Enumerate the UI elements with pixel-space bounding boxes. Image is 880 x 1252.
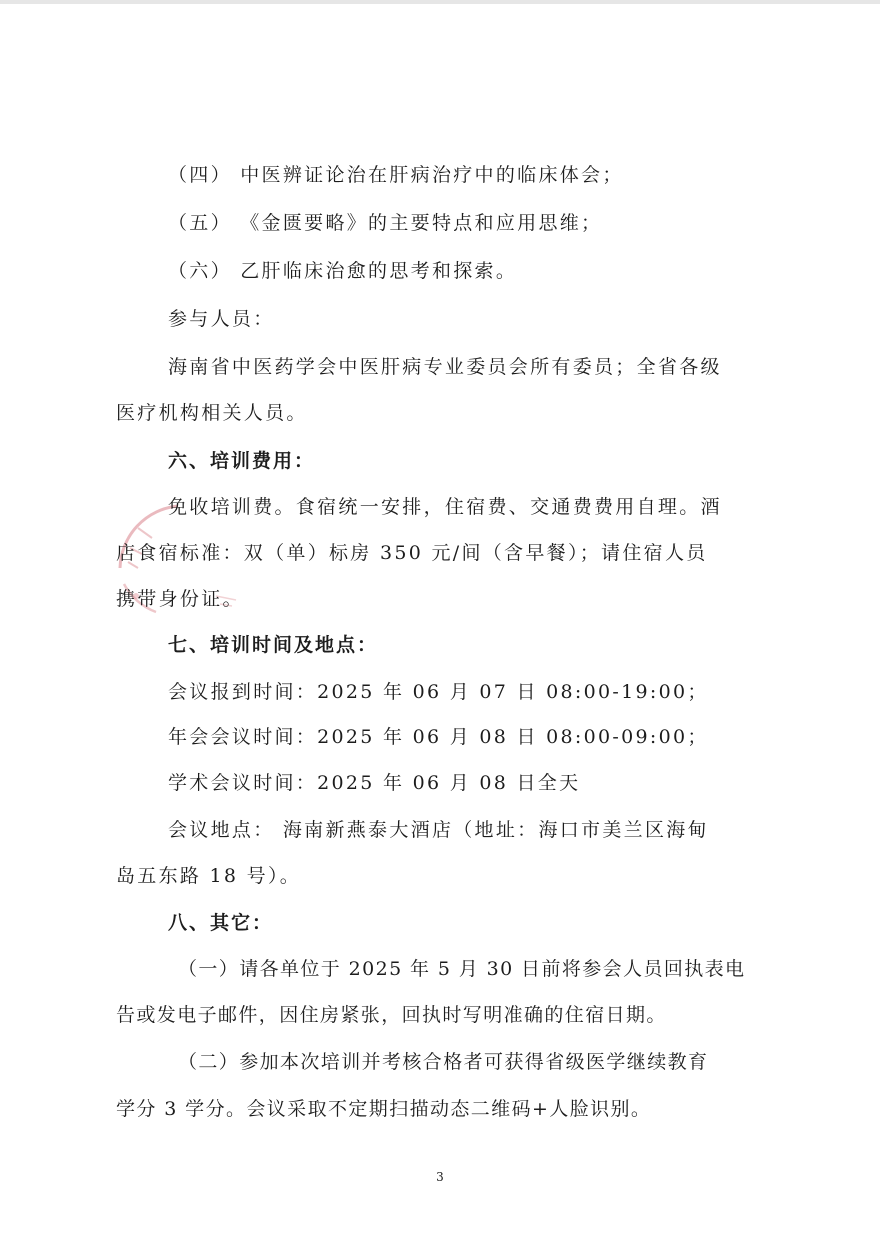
annual-meeting-time: 年会会议时间：2025 年 06 月 08 日 08:00-09:00； [168, 726, 709, 748]
page-number: 3 [436, 1170, 444, 1184]
venue-text-line2: 岛五东路 18 号）。 [116, 865, 302, 887]
other-item-2-line1: （二）参加本次培训并考核合格者可获得省级医学继续教育 [178, 1051, 709, 1073]
participants-text-line1: 海南省中医药学会中医肝病专业委员会所有委员；全省各级 [168, 356, 722, 378]
section-six-heading: 六、培训费用： [168, 450, 316, 472]
other-item-1-line2: 告或发电子邮件，因住房紧张，回执时写明准确的住宿日期。 [116, 1004, 667, 1026]
agenda-item-4: （四） 中医辨证论治在肝病治疗中的临床体会； [168, 164, 624, 186]
fee-text-line2: 店食宿标准：双（单）标房 350 元/间（含早餐）；请住宿人员 [116, 542, 708, 564]
participants-label: 参与人员： [168, 308, 275, 330]
fee-text-line1: 免收培训费。食宿统一安排，住宿费、交通费费用自理。酒 [168, 496, 722, 518]
registration-time: 会议报到时间：2025 年 06 月 07 日 08:00-19:00； [168, 681, 709, 703]
venue-text-line1: 会议地点： 海南新燕泰大酒店（地址：海口市美兰区海甸 [168, 819, 709, 841]
other-item-2-line2: 学分 3 学分。会议采取不定期扫描动态二维码+人脸识别。 [116, 1098, 652, 1120]
top-edge-strip [0, 0, 880, 4]
section-eight-heading: 八、其它： [168, 912, 274, 934]
fee-text-line3: 携带身份证。 [116, 588, 244, 610]
agenda-item-6: （六） 乙肝临床治愈的思考和探索。 [168, 260, 518, 282]
section-seven-heading: 七、培训时间及地点： [168, 634, 379, 656]
other-item-1-line1: （一）请各单位于 2025 年 5 月 30 日前将参会人员回执表电 [178, 958, 746, 980]
academic-meeting-time: 学术会议时间：2025 年 06 月 08 日全天 [168, 772, 581, 794]
participants-text-line2: 医疗机构相关人员。 [116, 402, 308, 424]
agenda-item-5: （五） 《金匮要略》的主要特点和应用思维； [168, 212, 603, 234]
